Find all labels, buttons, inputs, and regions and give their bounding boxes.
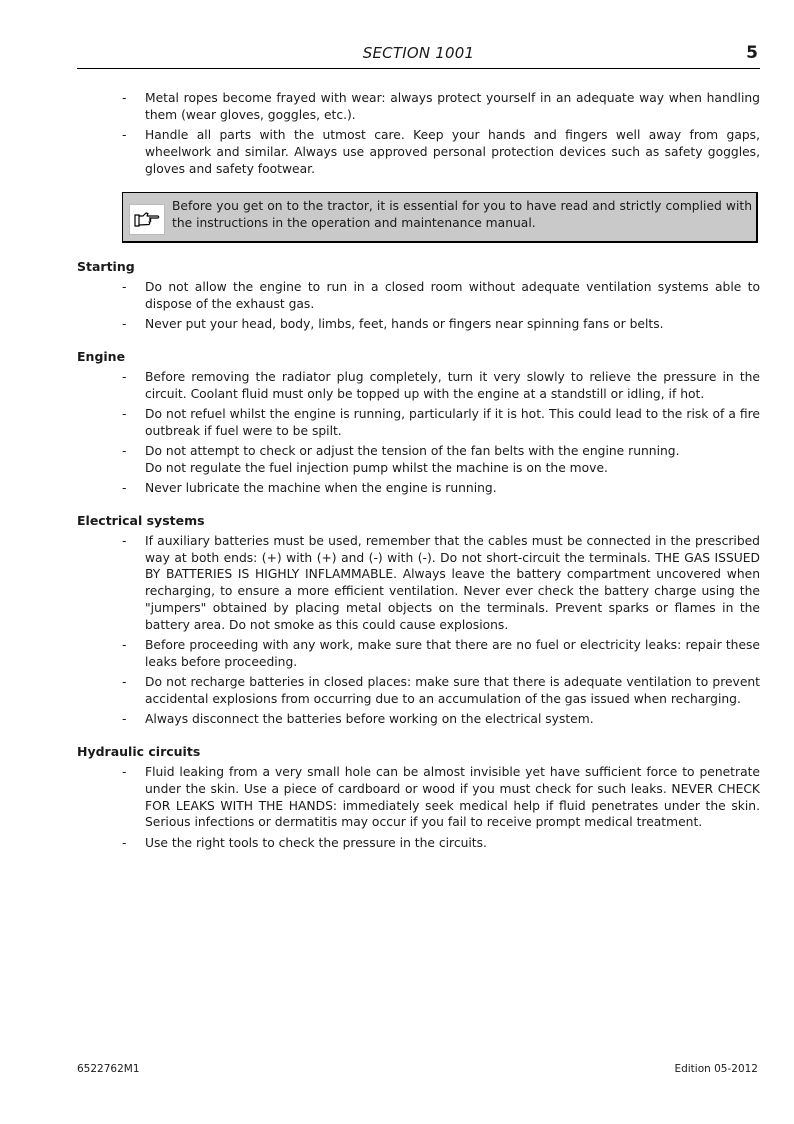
list-item-text: Handle all parts with the utmost care. Keep your hands and fingers well away from gaps, wheelwork and similar. Always use approved personal protection devices such as safety goggles, gloves and safety footwear. [145, 128, 760, 176]
section-heading: Hydraulic circuits [77, 744, 201, 760]
footer-edition: Edition 05-2012 [674, 1063, 758, 1075]
bullet-dash: - [122, 317, 127, 332]
bullet-dash: - [122, 91, 127, 105]
bullet-dash: - [122, 675, 127, 690]
note-text: Before you get on to the tractor, it is essential for you to have read and strictly complied with the instructions in the operation and maintenance manual. [172, 199, 752, 231]
footer-doc-number: 6522762M1 [77, 1063, 140, 1075]
bullet-dash: - [122, 835, 127, 850]
bullet-dash: - [122, 128, 127, 143]
list-item [77, 674, 760, 708]
list-item-text: Before removing the radiator plug completely, turn it very slowly to relieve the pressure in the circuit. Coolant fluid must only be topped up with the engine at a standstill or idling, if hot. [145, 369, 760, 401]
list-item [77, 764, 760, 831]
list-item-text: Do not regulate the fuel injection pump whilst the machine is on the move. [145, 460, 608, 475]
section-heading: Starting [77, 259, 135, 275]
list-item [77, 443, 760, 477]
section-heading: Electrical systems [77, 513, 205, 529]
bullet-dash: - [122, 280, 127, 295]
section-engine [77, 349, 760, 497]
note-box [122, 192, 758, 243]
list-item-text: Do not recharge batteries in closed places: make sure that there is adequate ventilation to prevent accidental explosions from occurring due to an accumulation of the gas issued when recharging. [145, 675, 760, 707]
list-item-text: Before proceeding with any work, make sure that there are no fuel or electricity leaks: repair these leaks before proceeding. [145, 638, 760, 669]
bullet-dash: - [122, 638, 127, 653]
list-item [77, 127, 760, 177]
bullet-dash: - [122, 712, 127, 727]
list-item [77, 279, 760, 313]
list-item [77, 533, 760, 634]
list-item [77, 406, 760, 440]
list-item-text: Do not attempt to check or adjust the tension of the fan belts with the engine running. [145, 444, 680, 459]
list-item-text: Use the right tools to check the pressure in the circuits. [145, 835, 487, 850]
engine-list [77, 369, 760, 497]
list-item [77, 90, 760, 124]
list-item [77, 369, 760, 403]
section-starting [77, 259, 760, 333]
list-item [77, 637, 760, 671]
page-header [77, 38, 760, 69]
bullet-dash: - [122, 481, 127, 496]
hydraulic-list [77, 764, 760, 851]
pointing-hand-icon [129, 204, 165, 235]
list-item [77, 316, 760, 333]
list-item-text: Do not allow the engine to run in a closed room without adequate ventilation systems able to dispose of the exhaust gas. [145, 280, 760, 312]
section-hydraulic-circuits [77, 744, 760, 851]
list-item-text: Always disconnect the batteries before working on the electrical system. [145, 712, 594, 727]
bullet-dash: - [122, 764, 127, 779]
list-item-text: Never put your head, body, limbs, feet, hands or fingers near spinning fans or belts. [145, 317, 664, 332]
section-title: SECTION 1001 [362, 44, 475, 62]
page-number: 5 [746, 43, 758, 63]
bullet-dash: - [122, 407, 127, 422]
list-item [77, 480, 760, 497]
bullet-dash: - [122, 369, 127, 384]
electrical-list [77, 533, 760, 728]
page-content [77, 90, 760, 867]
bullet-dash: - [122, 533, 127, 548]
list-item-text: Do not refuel whilst the engine is running, particularly if it is hot. This could lead to the risk of a fire outbreak if fuel were to be spilt. [145, 407, 760, 438]
list-item [77, 711, 760, 728]
bullet-dash: - [122, 444, 127, 459]
list-item [77, 835, 760, 852]
list-item-text: Fluid leaking from a very small hole can be almost invisible yet have sufficient force to penetrate under the skin. Use a piece of cardboard or wood if you must check for such leaks. NEVER CHECK FOR LEAKS WITH THE HANDS: immediately seek medical help if fluid penetrates under the skin. Serious infections or dermatitis may occur if you fail to receive prompt medical treatment. [145, 764, 760, 830]
section-electrical-systems [77, 513, 760, 728]
list-item-text: If auxiliary batteries must be used, remember that the cables must be connected in the prescribed way at both ends: (+) with (+) and (-) with (-). Do not short-circuit the terminals. THE GAS ISSUED BY BATTERIES IS HIGHLY INFLAMMABLE. Always leave the battery compartment uncovered when recharging, to ensure a more efficient ventilation. Never ever check the battery charge using the "jumpers" obtained by placing metal objects on the terminals. Prevent sparks or flames in the battery area. Do not smoke as this could cause explosions. [145, 533, 760, 632]
intro-list [77, 90, 760, 177]
list-item-text: Never lubricate the machine when the engine is running. [145, 481, 497, 496]
list-item-text: Metal ropes become frayed with wear: always protect yourself in an adequate way when handling them (wear gloves, goggles, etc.). [145, 91, 760, 122]
starting-list [77, 279, 760, 333]
section-heading: Engine [77, 349, 126, 365]
